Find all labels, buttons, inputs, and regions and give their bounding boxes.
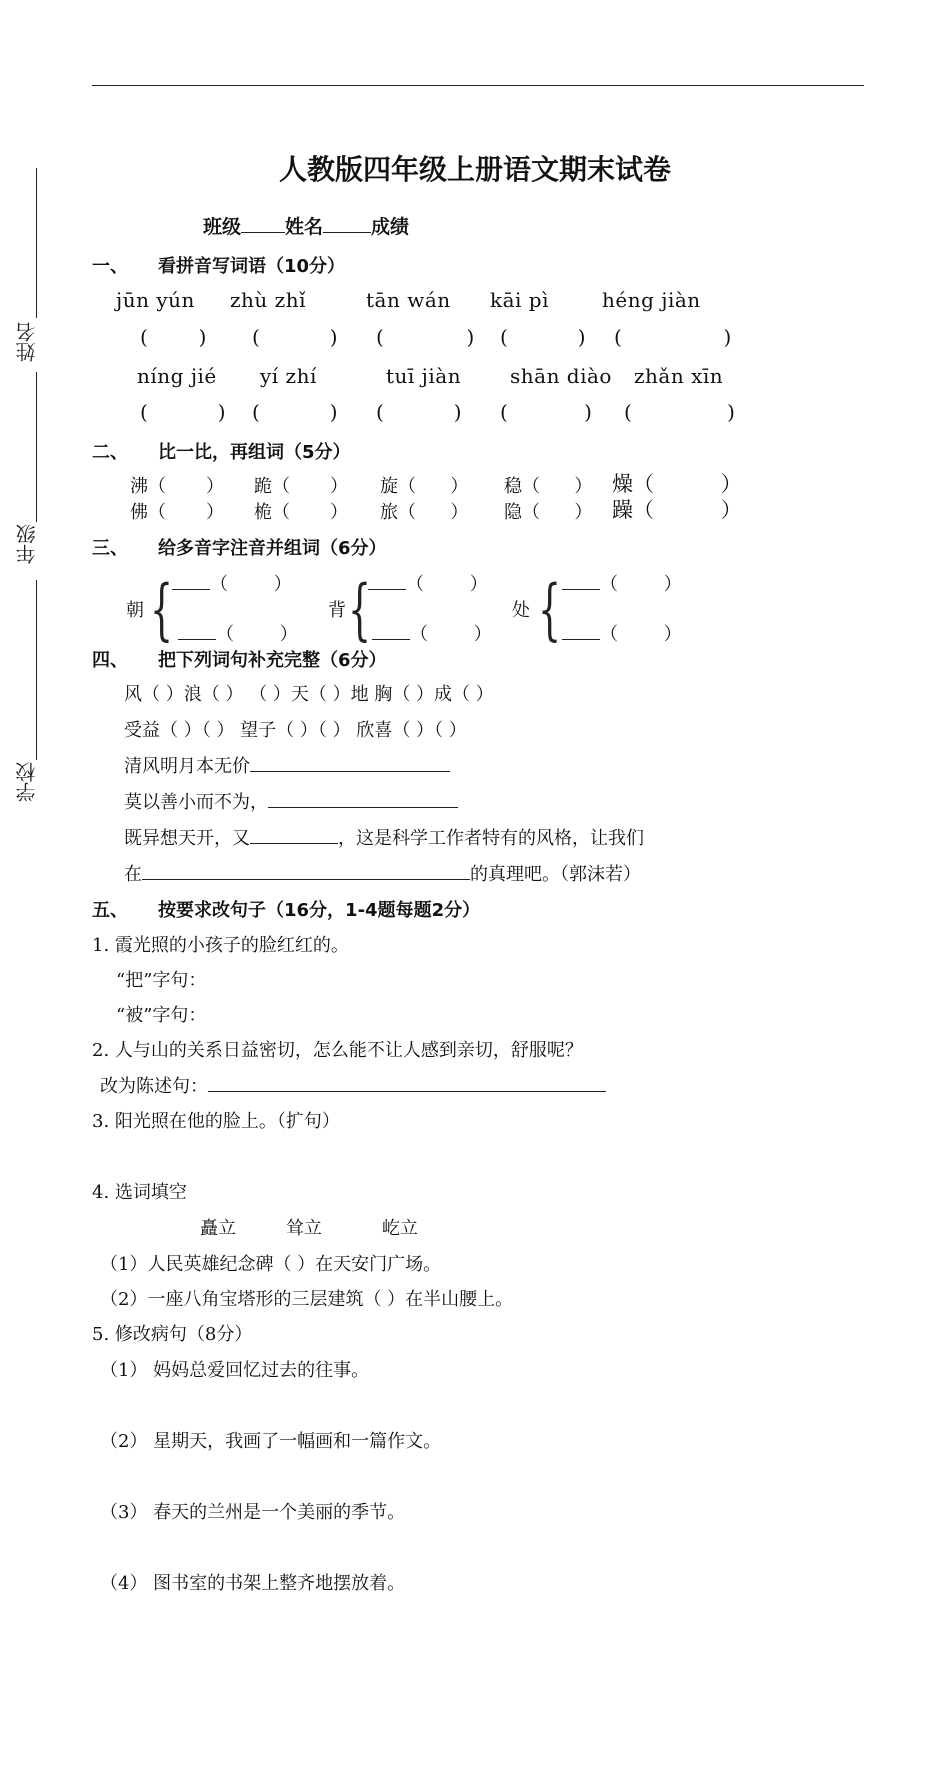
q1-ba: “把”字句：	[116, 970, 207, 991]
saying-2-blank[interactable]	[268, 789, 458, 808]
side-line-grade	[36, 372, 37, 522]
compare-top-1: 沸（ ）	[130, 476, 225, 497]
q5: 5. 修改病句（8分）	[92, 1324, 253, 1345]
word-choice-2: 耸立	[286, 1218, 322, 1239]
q4: 4. 选词填空	[92, 1182, 187, 1203]
section-2-number: 二、	[92, 442, 128, 463]
compare-bottom-5: 躁（ ）	[612, 498, 742, 522]
pinyin-4: kāi pì	[490, 288, 549, 312]
section-1-title: 看拼音写词语（10分）	[158, 256, 346, 277]
class-field[interactable]	[241, 214, 285, 233]
word-choice-3: 屹立	[382, 1218, 418, 1239]
pinyin-3: tān wán	[366, 288, 451, 312]
brace-2: {	[348, 571, 372, 648]
polyphone-3a[interactable]: （ ）	[562, 570, 682, 596]
pinyin-2: zhù zhǐ	[230, 288, 306, 312]
brace-1: {	[150, 571, 174, 648]
answer-box-7[interactable]: ( )	[252, 400, 338, 424]
saying-line-1: 清风明月本无价	[124, 752, 450, 778]
q5-1: （1） 妈妈总爱回忆过去的往事。	[100, 1360, 370, 1381]
section-5-number: 五、	[92, 900, 128, 921]
compare-bottom-4: 隐（ ）	[504, 502, 593, 523]
compare-top-2: 跪（ ）	[254, 476, 349, 497]
idiom-line-1: 风（ ）浪（ ） （ ）天（ ）地 胸（ ）成（ ）	[124, 684, 494, 705]
pinyin-10: zhǎn xīn	[634, 364, 724, 388]
compare-bottom-3: 旅（ ）	[380, 502, 469, 523]
pinyin-1: jūn yún	[116, 288, 195, 312]
polyphone-1b[interactable]: （ ）	[178, 620, 298, 646]
word-choice-1: 矗立	[200, 1218, 236, 1239]
compare-top-3: 旋（ ）	[380, 476, 469, 497]
answer-box-3[interactable]: ( )	[376, 325, 475, 349]
answer-box-2[interactable]: ( )	[252, 325, 338, 349]
section-3-number: 三、	[92, 538, 128, 559]
pinyin-9: shān diào	[510, 364, 612, 388]
section-1-number: 一、	[92, 256, 128, 277]
pinyin-7: yí zhí	[260, 364, 317, 388]
idiom-line-2: 受益（ ）（ ） 望子（ ）（ ） 欣喜（ ）（ ）	[124, 720, 467, 741]
top-rule	[92, 85, 864, 86]
page-title: 人教版四年级上册语文期末试卷	[278, 153, 671, 186]
class-label: 班级	[203, 216, 242, 238]
saying-line-2: 莫以善小而不为，	[124, 788, 458, 814]
answer-box-8[interactable]: ( )	[376, 400, 462, 424]
student-info	[203, 212, 409, 239]
compare-top-5: 燥（ ）	[612, 472, 742, 496]
q5-4: （4） 图书室的书架上整齐地摆放着。	[100, 1573, 406, 1594]
name-field[interactable]	[323, 214, 371, 233]
polyphone-1a[interactable]: （ ）	[172, 570, 292, 596]
q2-answer-blank[interactable]	[208, 1073, 606, 1092]
pinyin-6: níng jié	[137, 364, 217, 388]
saying-1-blank[interactable]	[250, 753, 450, 772]
pinyin-5: héng jiàn	[602, 288, 701, 312]
pinyin-8: tuī jiàn	[386, 364, 462, 388]
quote-line-1: 既异想天开，又 ，这是科学工作者特有的风格，让我们	[124, 824, 644, 850]
side-label-grade: 年级	[15, 524, 39, 564]
brace-3: {	[538, 571, 562, 648]
quote-line-2: 在 的真理吧。（郭沫若）	[124, 860, 641, 886]
compare-top-4: 稳（ ）	[504, 476, 593, 497]
polyphone-2b[interactable]: （ ）	[372, 620, 492, 646]
q2: 2. 人与山的关系日益密切，怎么能不让人感到亲切，舒服呢？	[92, 1040, 583, 1061]
quote-blank-1[interactable]	[250, 825, 338, 844]
polyphone-char-3: 处	[512, 600, 530, 621]
answer-box-10[interactable]: ( )	[624, 400, 735, 424]
q5-2: （2） 星期天，我画了一幅画和一篇作文。	[100, 1431, 442, 1452]
compare-bottom-1: 佛（ ）	[130, 502, 225, 523]
section-4-number: 四、	[92, 650, 128, 671]
answer-box-6[interactable]: ( )	[140, 400, 226, 424]
q4-2: （2）一座八角宝塔形的三层建筑（ ）在半山腰上。	[100, 1289, 514, 1310]
q5-3: （3） 春天的兰州是一个美丽的季节。	[100, 1502, 406, 1523]
section-4-title: 把下列词句补充完整（6分）	[158, 650, 387, 671]
answer-box-9[interactable]: ( )	[500, 400, 592, 424]
answer-box-4[interactable]: ( )	[500, 325, 586, 349]
section-5-title: 按要求改句子（16分，1-4题每题2分）	[158, 900, 481, 921]
answer-box-5[interactable]: ( )	[614, 325, 732, 349]
polyphone-2a[interactable]: （ ）	[368, 570, 488, 596]
side-line-name	[36, 168, 37, 318]
section-3-title: 给多音字注音并组词（6分）	[158, 538, 387, 559]
q4-1: （1）人民英雄纪念碑（ ）在天安门广场。	[100, 1254, 442, 1275]
side-line-school	[36, 580, 37, 760]
polyphone-char-1: 朝	[126, 600, 144, 621]
side-label-name: 姓名	[15, 322, 39, 362]
q1: 1. 霞光照的小孩子的脸红红的。	[92, 935, 349, 956]
compare-bottom-2: 桅（ ）	[254, 502, 349, 523]
polyphone-char-2: 背	[328, 600, 346, 621]
name-label: 姓名	[285, 216, 324, 238]
polyphone-3b[interactable]: （ ）	[562, 620, 682, 646]
section-2-title: 比一比，再组词（5分）	[158, 442, 351, 463]
score-label: 成绩	[371, 216, 410, 238]
q2-answer: 改为陈述句：	[100, 1072, 606, 1098]
answer-box-1[interactable]: ( )	[140, 325, 207, 349]
q3: 3. 阳光照在他的脸上。（扩句）	[92, 1111, 340, 1132]
side-label-school: 学校	[15, 762, 39, 802]
quote-blank-2[interactable]	[142, 861, 470, 880]
q1-bei: “被”字句：	[116, 1005, 207, 1026]
